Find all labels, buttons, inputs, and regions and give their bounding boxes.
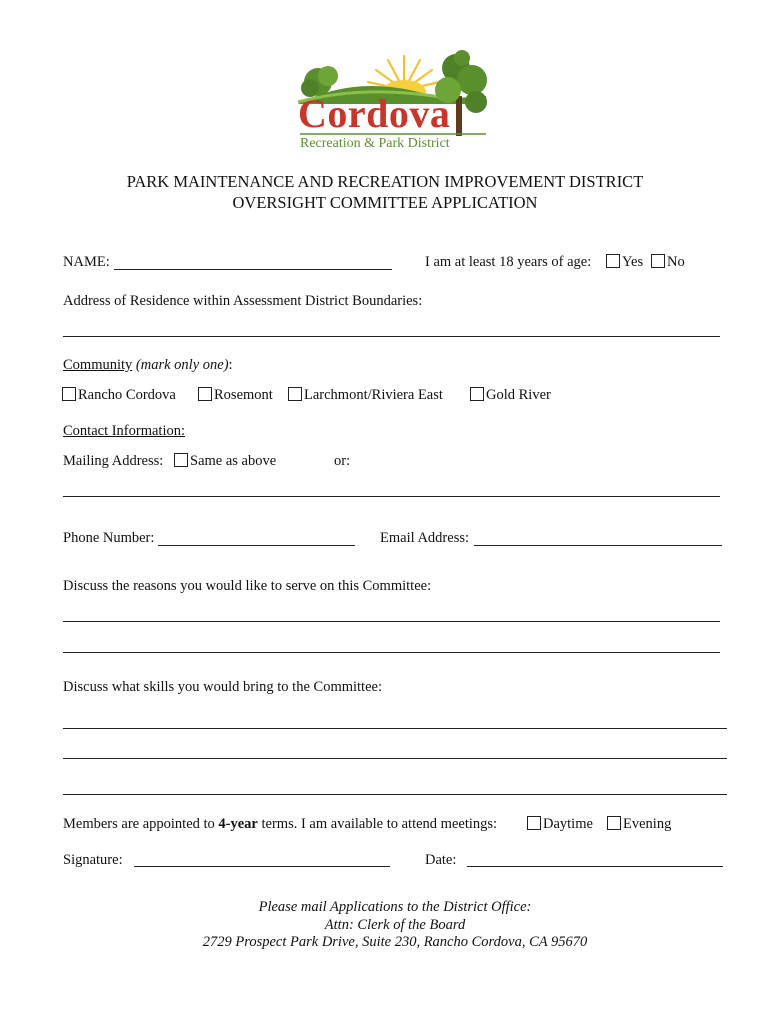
community-option-rosemont[interactable]	[198, 387, 273, 404]
logo-name: Cordova	[298, 91, 451, 136]
age-yes-checkbox[interactable]	[606, 254, 620, 268]
daytime-option[interactable]	[527, 816, 593, 833]
rosemont-label: Rosemont	[214, 387, 273, 403]
same-as-above-label: Same as above	[190, 453, 277, 469]
district-logo	[296, 46, 496, 154]
skills-field-line-2[interactable]	[63, 758, 727, 759]
footer-line-1: Please mail Applications to the District Office:	[258, 899, 532, 915]
community-option-larchmont[interactable]	[288, 387, 443, 404]
logo-subtitle: Recreation & Park District	[300, 136, 450, 151]
age-label: I am at least 18 years of age:	[425, 254, 592, 270]
terms-bold: 4-year	[218, 816, 258, 832]
name-label: NAME:	[63, 254, 110, 270]
form-title-line2: OVERSIGHT COMMITTEE APPLICATION	[232, 193, 538, 212]
rancho-cordova-checkbox[interactable]	[62, 387, 76, 401]
community-note: (mark only one)	[135, 357, 229, 373]
larchmont-checkbox[interactable]	[288, 387, 302, 401]
email-field[interactable]	[474, 545, 722, 546]
evening-label: Evening	[623, 816, 672, 832]
age-yes-label: Yes	[622, 254, 644, 270]
daytime-checkbox[interactable]	[527, 816, 541, 830]
age-no-label: No	[667, 254, 685, 270]
footer-line-3: 2729 Prospect Park Drive, Suite 230, Rancho Cordova, CA 95670	[202, 934, 588, 950]
contact-label: Contact Information:	[63, 423, 186, 439]
reasons-field-line-2[interactable]	[63, 652, 720, 653]
terms-post: terms. I am available to attend meetings:	[257, 816, 498, 832]
terms-text	[63, 816, 497, 833]
address-field[interactable]	[63, 336, 720, 337]
community-label-row	[63, 357, 233, 374]
reasons-label: Discuss the reasons you would like to serve on this Committee:	[63, 578, 432, 594]
mailing-or-label: or:	[334, 453, 351, 469]
reasons-field-line-1[interactable]	[63, 621, 720, 622]
gold-river-label: Gold River	[486, 387, 551, 403]
same-as-above-checkbox[interactable]	[174, 453, 188, 467]
form-title-line1: PARK MAINTENANCE AND RECREATION IMPROVEMENT DISTRICT	[126, 172, 644, 191]
address-label: Address of Residence within Assessment District Boundaries:	[63, 293, 423, 309]
footer-line-2: Attn: Clerk of the Board	[324, 917, 466, 933]
mailing-label: Mailing Address:	[63, 453, 164, 469]
terms-pre: Members are appointed to	[63, 816, 219, 832]
evening-checkbox[interactable]	[607, 816, 621, 830]
community-label: Community	[63, 357, 133, 373]
date-field[interactable]	[467, 866, 723, 867]
phone-field[interactable]	[158, 545, 355, 546]
community-option-gold-river[interactable]	[470, 387, 551, 404]
community-option-rancho-cordova[interactable]	[62, 387, 176, 404]
name-field[interactable]	[114, 269, 392, 270]
email-label: Email Address:	[380, 530, 470, 546]
phone-label: Phone Number:	[63, 530, 155, 546]
date-label: Date:	[425, 852, 457, 868]
signature-label: Signature:	[63, 852, 123, 868]
age-no-option[interactable]	[651, 254, 685, 271]
skills-label: Discuss what skills you would bring to the Committee:	[63, 679, 382, 695]
community-colon: :	[228, 357, 233, 373]
gold-river-checkbox[interactable]	[470, 387, 484, 401]
signature-field[interactable]	[134, 866, 390, 867]
same-as-above-option[interactable]	[174, 453, 276, 470]
age-yes-option[interactable]	[606, 254, 643, 271]
skills-field-line-3[interactable]	[63, 794, 727, 795]
mailing-address-field[interactable]	[63, 496, 720, 497]
rosemont-checkbox[interactable]	[198, 387, 212, 401]
daytime-label: Daytime	[543, 816, 593, 832]
evening-option[interactable]	[607, 816, 671, 833]
skills-field-line-1[interactable]	[63, 728, 727, 729]
rancho-cordova-label: Rancho Cordova	[78, 387, 176, 403]
age-no-checkbox[interactable]	[651, 254, 665, 268]
larchmont-label: Larchmont/Riviera East	[304, 387, 443, 403]
